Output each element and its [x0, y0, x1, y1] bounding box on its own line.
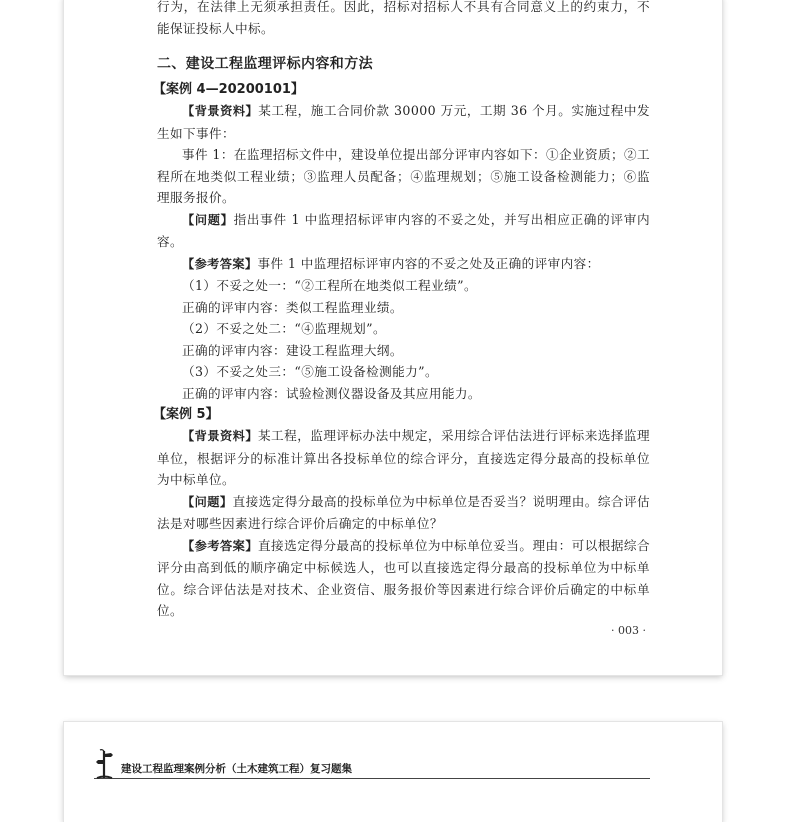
background-tag: 【背景资料】 — [182, 429, 258, 443]
answer-item-right: 正确的评审内容：类似工程监理业绩。 — [182, 299, 403, 315]
answer-item-wrong: （2）不妥之处二：“④监理规划”。 — [182, 321, 387, 336]
question-text: 直接选定得分最高的投标单位为中标单位是否妥当？说明理由。综合评估法是对哪些因素进行综合评价后确定的中标单位？ — [157, 493, 650, 531]
page-content — [153, 0, 650, 622]
case-4-title: 【案例 4—20200101】 — [153, 82, 304, 97]
answer-item-right: 正确的评审内容：试验检测仪器设备及其应用能力。 — [182, 385, 481, 401]
case-4-question — [157, 209, 650, 253]
answer-tag: 【参考答案】 — [182, 538, 258, 553]
case-4-event-1: 事件 1：在监理招标文件中，建设单位提出部分评审内容如下：①企业资质；②工程所在地类似工程业绩；③监理人员配备；④监理规划；⑤施工设备检测能力；⑥监理服务报价。 — [157, 147, 650, 205]
background-tag: 【背景资料】 — [182, 104, 259, 118]
signpost-logo-icon — [94, 748, 118, 784]
document-page-003 — [64, 0, 722, 675]
running-header-title: 建设工程监理案例分析（土木建筑工程）复习题集 — [121, 763, 352, 775]
question-tag: 【问题】 — [182, 212, 234, 227]
background-text: 某工程，施工合同价款 30000 万元，工期 36 个月。实施过程中发生如下事件： — [157, 103, 650, 141]
answer-item-right: 正确的评审内容：建设工程监理大纲。 — [182, 342, 403, 358]
answer-text: 事件 1 中监理招标评审内容的不妥之处及正确的评审内容： — [257, 255, 600, 271]
case-4-answer — [157, 253, 650, 276]
case-5-question — [157, 491, 650, 535]
answer-tag: 【参考答案】 — [182, 256, 258, 271]
question-tag: 【问题】 — [182, 494, 233, 509]
answer-item-wrong: （3）不妥之处三：“⑤施工设备检测能力”。 — [182, 364, 438, 379]
case-5-background — [157, 425, 650, 491]
answer-text: 直接选定得分最高的投标单位为中标单位妥当。理由：可以根据综合评分由高到低的顺序确定中标候选人，也可以直接选定得分最高的投标单位为中标单位。综合评估法是对技术、企业资信、服务报价等因素进行综合评价后确定的中标单位。 — [157, 537, 650, 618]
document-page-next — [64, 722, 722, 822]
case-5-title: 【案例 5】 — [153, 407, 219, 422]
case-5-answer — [157, 535, 650, 622]
question-text: 指出事件 1 中监理招标评审内容的不妥之处，并写出相应正确的评审内容。 — [157, 211, 650, 249]
continued-paragraph: 行为，在法律上无须承担责任。因此，招标对招标人不具有合同意义上的约束力，不能保证投标人中标。 — [157, 0, 650, 36]
case-4-background — [157, 100, 650, 144]
page-number: · 003 · — [611, 624, 646, 637]
running-header — [94, 748, 650, 779]
background-text: 某工程，监理评标办法中规定，采用综合评估法进行评标来选择监理单位，根据评分的标准计算出各投标单位的综合评分，直接选定得分最高的投标单位为中标单位。 — [157, 428, 650, 487]
section-title: 二、建设工程监理评标内容和方法 — [157, 56, 373, 72]
answer-item-wrong: （1）不妥之处一：“②工程所在地类似工程业绩”。 — [182, 278, 477, 293]
